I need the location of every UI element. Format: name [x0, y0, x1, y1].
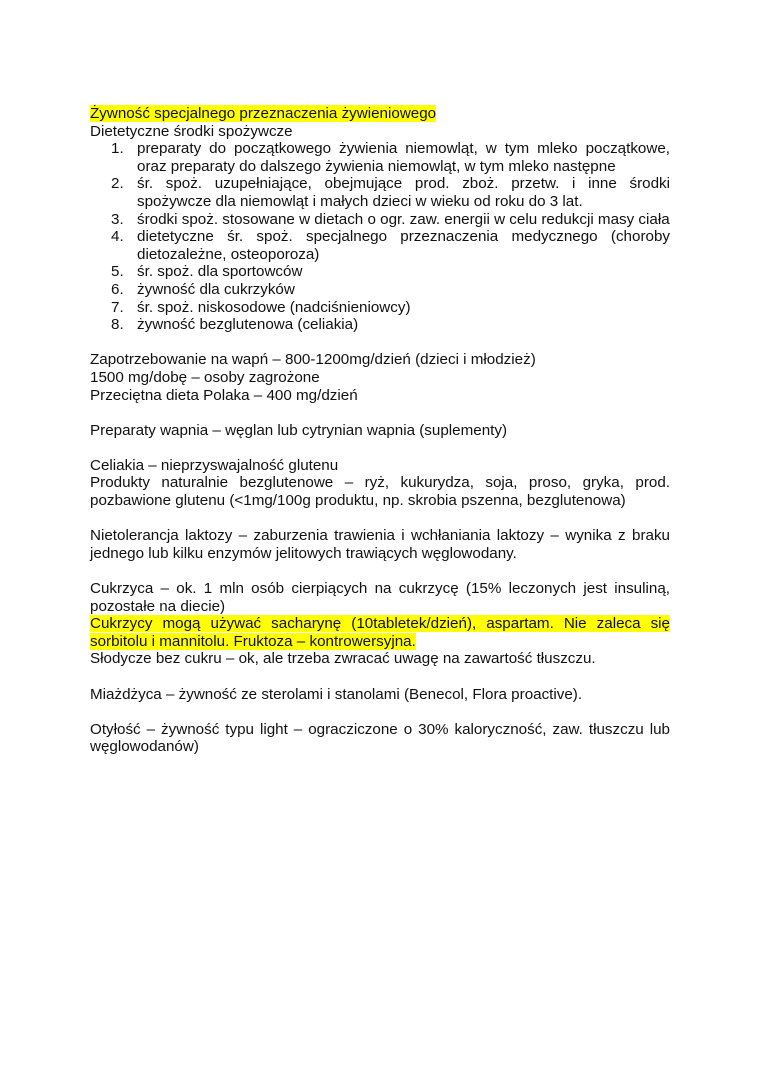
list-item	[111, 298, 670, 317]
list-item	[111, 263, 670, 281]
calcium-average-diet: Przeciętna dieta Polaka – 400 mg/dzień	[90, 386, 358, 404]
list-item-number: 5.	[111, 263, 124, 281]
list-item	[111, 140, 670, 175]
list-item	[111, 210, 670, 229]
diabetes-sweets: Słodycze bez cukru – ok, ale trzeba zwracać uwagę na zawartość tłuszczu.	[90, 650, 596, 668]
list-item-number: 1.	[111, 140, 124, 158]
document-page	[90, 105, 670, 756]
list-item-text: żywność bezglutenowa (celiakia)	[137, 316, 359, 334]
list-item-number: 7.	[111, 298, 124, 316]
list-item	[111, 316, 670, 334]
list-item-text: środki spoż. stosowane w dietach o ogr. zaw. energii w celu redukcji masy ciała	[137, 210, 670, 228]
lactose-intolerance: Nietolerancja laktozy – zaburzenia trawienia i wchłaniania laktozy – wynika z braku jednego lub kilku enzymów jelitowych trawiących węglowodany.	[90, 527, 670, 562]
list-item-text: śr. spoż. dla sportowców	[137, 263, 303, 281]
list-item-text: dietetyczne śr. spoż. specjalnego przeznaczenia medycznego (choroby dietozależne, osteoporoza)	[137, 228, 670, 263]
paragraph-gap	[90, 334, 670, 352]
calcium-requirement: Zapotrzebowanie na wapń – 800-1200mg/dzień (dzieci i młodzież)	[90, 351, 536, 369]
list-item-text: preparaty do początkowego żywienia niemowląt, w tym mleko początkowe, oraz preparaty do dalszego żywienia niemowląt, w tym mleko następne	[137, 140, 670, 175]
paragraph-gap	[90, 668, 670, 686]
paragraph-gap	[90, 703, 670, 721]
list-item	[111, 280, 670, 299]
obesity-info: Otyłość – żywność typu light – ogracziczone o 30% kaloryczność, zaw. tłuszczu lub węglowodanów)	[90, 720, 670, 756]
paragraph-gap	[90, 404, 670, 422]
section-subtitle: Dietetyczne środki spożywcze	[90, 122, 293, 140]
list-item-number: 4.	[111, 228, 124, 246]
calcium-preparations: Preparaty wapnia – węglan lub cytrynian wapnia (suplementy)	[90, 421, 508, 439]
celiac-products: Produkty naturalnie bezglutenowe – ryż, kukurydza, soja, proso, gryka, prod. pozbawione glutenu (<1mg/100g produktu, np. skrobia pszenna, bezglutenowa)	[90, 474, 670, 510]
list-item-number: 3.	[111, 210, 124, 228]
atherosclerosis-info: Miażdżyca – żywność ze sterolami i stanolami (Benecol, Flora proactive).	[90, 685, 583, 703]
list-item-text: śr. spoż. niskosodowe (nadciśnieniowcy)	[137, 298, 411, 316]
list-item-number: 6.	[111, 280, 124, 298]
list-item-text: żywność dla cukrzyków	[137, 280, 295, 298]
title-highlight: Żywność specjalnego przeznaczenia żywieniowego	[90, 105, 437, 122]
celiac-definition: Celiakia – nieprzyswajalność glutenu	[90, 456, 339, 474]
sweeteners-highlight: Cukrzycy mogą używać sacharynę (10tabletek/dzień), aspartam. Nie zaleca się sorbitolu i mannitolu. Fruktoza – kontrowersyjna.	[90, 615, 670, 650]
paragraph-gap	[90, 439, 670, 457]
paragraph-gap	[90, 562, 670, 580]
list-item	[111, 175, 670, 210]
dietetic-list	[90, 140, 670, 334]
list-item	[111, 228, 670, 263]
list-item-number: 8.	[111, 316, 124, 334]
diabetes-sweeteners	[90, 615, 670, 650]
paragraph-gap	[90, 510, 670, 528]
calcium-at-risk: 1500 mg/dobę – osoby zagrożone	[90, 368, 320, 386]
list-item-text: śr. spoż. uzupełniające, obejmujące prod. zboż. przetw. i inne środki spożywcze dla niemowląt i małych dzieci w wieku od roku do 3 lat.	[137, 175, 670, 210]
diabetes-info: Cukrzyca – ok. 1 mln osób cierpiących na cukrzycę (15% leczonych jest insuliną, pozostałe na diecie)	[90, 580, 670, 615]
list-item-number: 2.	[111, 175, 124, 193]
document-title	[90, 105, 670, 123]
